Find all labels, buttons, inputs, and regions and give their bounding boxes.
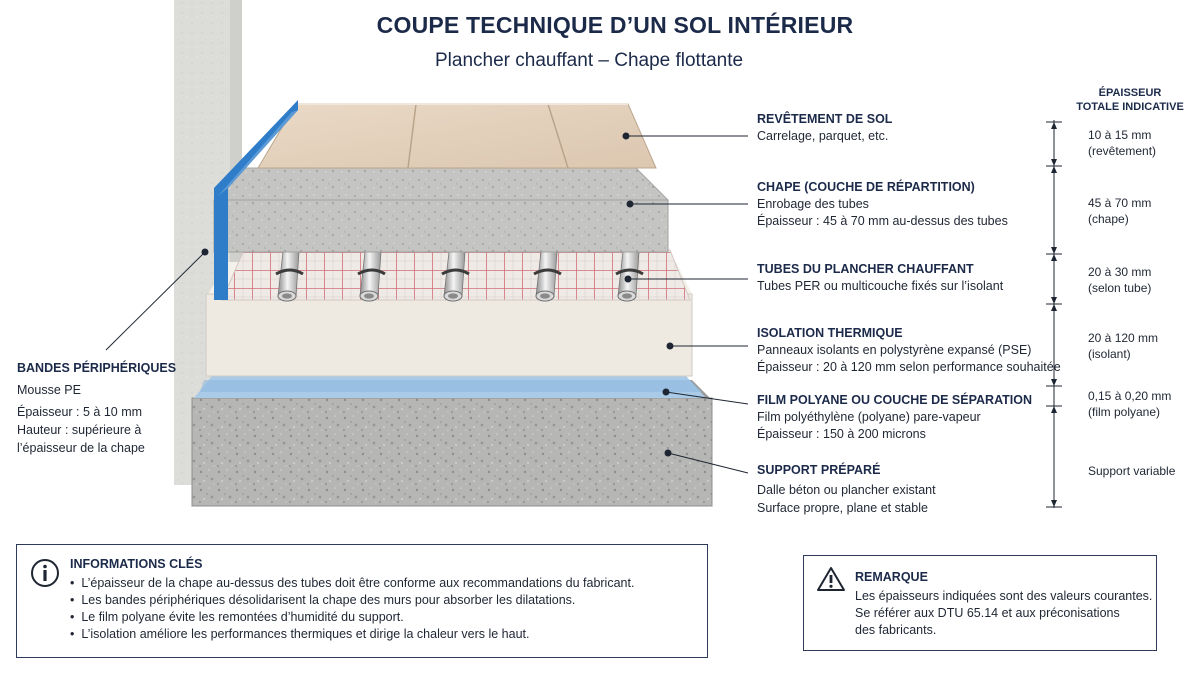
- thickness-floor-covering: 10 à 15 mm (revêtement): [1088, 128, 1157, 158]
- thickness-ruler: [1046, 120, 1062, 508]
- label-film: FILM POLYANE OU COUCHE DE SÉPARATION Film polyéthylène (polyane) pare-vapeur Épaisseur : 150 à 200 microns: [757, 393, 1033, 441]
- label-floor-covering: REVÊTEMENT DE SOL Carrelage, parquet, etc.: [757, 112, 893, 143]
- floor-covering-layer: [258, 104, 656, 168]
- film-layer: [194, 376, 706, 398]
- support-layer: [192, 380, 712, 506]
- label-insulation: ISOLATION THERMIQUE Panneaux isolants en polystyrène expansé (PSE) Épaisseur : 20 à 120 mm selon performance souhaitée: [757, 326, 1061, 374]
- thickness-insulation: 20 à 120 mm (isolant): [1088, 331, 1159, 361]
- key-info-bullet: • L’épaisseur de la chape au-dessus des tubes doit être conforme aux recommandations du fabricant.: [70, 576, 635, 590]
- note-title: REMARQUE: [855, 570, 928, 584]
- thickness-support: Support variable: [1088, 464, 1176, 478]
- label-screed: CHAPE (COUCHE DE RÉPARTITION) Enrobage des tubes Épaisseur : 45 à 70 mm au-dessus des tubes: [757, 180, 1008, 228]
- label-edge-strip: BANDES PÉRIPHÉRIQUES Mousse PE Épaisseur : 5 à 10 mm Hauteur : supérieure à l’épaisseur de la chape: [17, 361, 177, 455]
- info-icon: [30, 558, 60, 588]
- page-subtitle: Plancher chauffant – Chape flottante: [435, 50, 744, 71]
- label-support: SUPPORT PRÉPARÉ Dalle béton ou plancher existant Surface propre, plane et stable: [757, 463, 936, 515]
- key-info-bullet: • Le film polyane évite les remontées d’humidité du support.: [70, 610, 404, 624]
- note-line: Les épaisseurs indiquées sont des valeurs courantes.: [855, 589, 1153, 603]
- label-heating-tubes: TUBES DU PLANCHER CHAUFFANT Tubes PER ou multicouche fixés sur l’isolant: [757, 262, 1004, 293]
- thickness-header: ÉPAISSEUR TOTALE INDICATIVE: [1076, 87, 1184, 113]
- thickness-screed: 45 à 70 mm (chape): [1088, 196, 1152, 226]
- note-line: des fabricants.: [855, 623, 937, 637]
- key-info-box: [16, 544, 708, 658]
- key-info-title: INFORMATIONS CLÉS: [70, 557, 203, 571]
- key-info-bullet: • Les bandes périphériques désolidarisent la chape des murs pour absorber les dilatations.: [70, 593, 576, 607]
- note-box: [803, 555, 1157, 651]
- screed-layer: [214, 168, 668, 252]
- key-info-bullet: • L’isolation améliore les performances thermiques et dirige la chaleur vers le haut.: [70, 627, 530, 641]
- warning-icon: [816, 566, 846, 592]
- thickness-heating-tubes: 20 à 30 mm (selon tube): [1088, 265, 1152, 295]
- page-title: COUPE TECHNIQUE D’UN SOL INTÉRIEUR: [376, 12, 854, 38]
- thickness-film: 0,15 à 0,20 mm (film polyane): [1088, 389, 1172, 419]
- note-line: Se référer aux DTU 65.14 et aux préconisations: [855, 606, 1120, 620]
